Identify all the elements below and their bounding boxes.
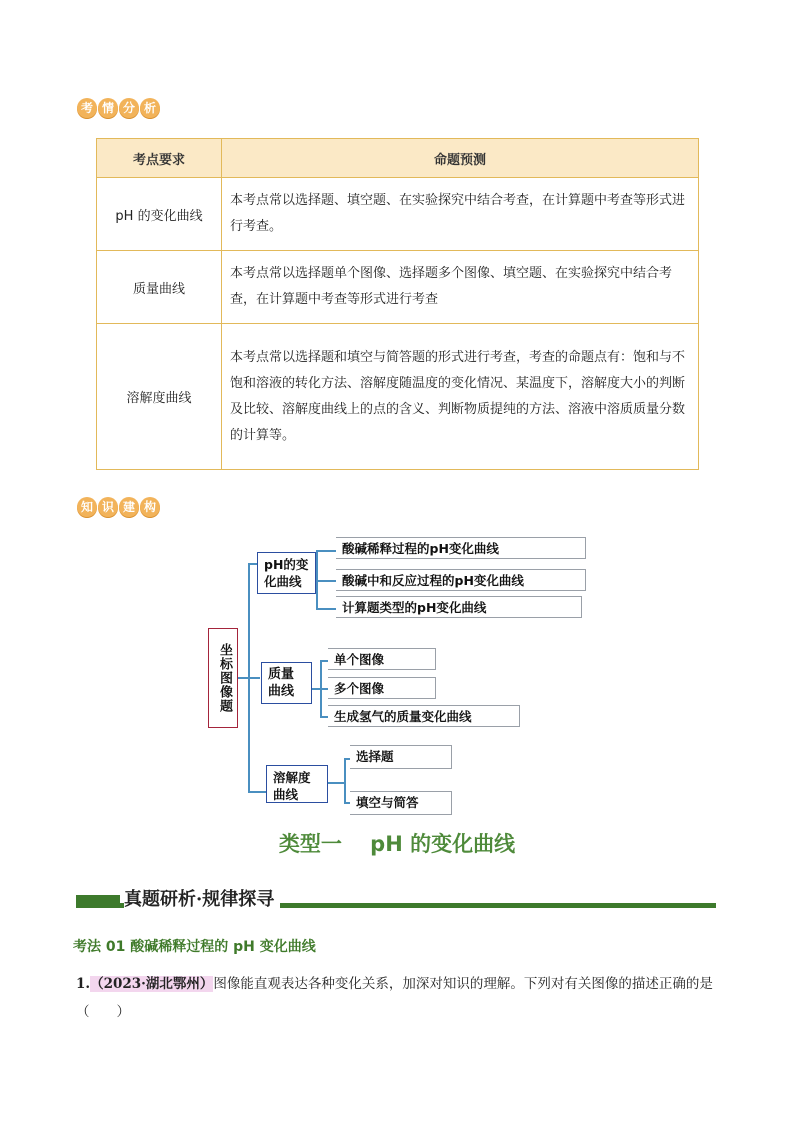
type-title: 类型一 pH 的变化曲线 [278, 832, 516, 856]
badge-char: 建 [119, 497, 139, 517]
connector-line [316, 580, 336, 582]
connector-line [316, 550, 336, 552]
badge-char: 知 [77, 497, 97, 517]
connector-line [248, 563, 257, 565]
mindmap-leaf: 单个图像 [328, 648, 436, 670]
mindmap-branch-mass: 质量曲线 [261, 662, 312, 704]
mindmap-branch-solubility: 溶解度曲线 [266, 765, 328, 803]
connector-line [248, 677, 260, 679]
mindmap-leaf: 多个图像 [328, 677, 436, 699]
table-header: 考点要求 [97, 139, 222, 178]
connector-line [316, 608, 336, 610]
table-row [97, 251, 699, 324]
mindmap-leaf: 计算题类型的pH变化曲线 [336, 596, 582, 618]
table-cell-label: 溶解度曲线 [97, 324, 222, 470]
table-cell-label: pH 的变化曲线 [97, 178, 222, 251]
section-band [76, 885, 716, 913]
mindmap-leaf: 酸碱稀释过程的pH变化曲线 [336, 537, 586, 559]
badge-char: 析 [140, 98, 160, 118]
badge-char: 构 [140, 497, 160, 517]
mindmap-leaf: 生成氢气的质量变化曲线 [328, 705, 520, 727]
mindmap-leaf: 选择题 [350, 745, 452, 769]
badge-char: 分 [119, 98, 139, 118]
mindmap-branch-ph: pH的变化曲线 [257, 552, 316, 594]
question-number: 1. [76, 976, 91, 992]
mindmap-leaf: 酸碱中和反应过程的pH变化曲线 [336, 569, 586, 591]
exam-analysis-table [96, 138, 699, 470]
connector-line [320, 716, 328, 718]
mindmap-root-node: 坐标图像题 [208, 628, 238, 728]
answer-bracket: （ ） [76, 1004, 130, 1020]
table-row [97, 178, 699, 251]
connector-line [344, 758, 346, 804]
section-band-tab [76, 895, 120, 908]
badge-char: 考 [77, 98, 97, 118]
section-badge-knowledge [77, 497, 160, 517]
section-badge-analysis [77, 98, 160, 118]
badge-char: 识 [98, 497, 118, 517]
question-source: （2023·湖北鄂州） [90, 976, 214, 992]
table-cell-text: 本考点常以选择题单个图像、选择题多个图像、填空题、在实验探究中结合考查，在计算题中考查等形式进行考查 [222, 251, 699, 324]
table-cell-text: 本考点常以选择题、填空题、在实验探究中结合考查，在计算题中考查等形式进行考查。 [222, 178, 699, 251]
connector-line [320, 660, 328, 662]
connector-line [248, 791, 266, 793]
table-header-row [97, 139, 699, 178]
badge-char: 情 [98, 98, 118, 118]
connector-line [320, 688, 328, 690]
mindmap-leaf: 填空与简答 [350, 791, 452, 815]
law-title: 考法 01 酸碱稀释过程的 pH 变化曲线 [73, 939, 316, 955]
knowledge-mind-map [200, 530, 600, 820]
question-text: 图像能直观表达各种变化关系，加深对知识的理解。下列对有关图像的描述正确的是 [213, 976, 713, 992]
table-row [97, 324, 699, 470]
question-1 [76, 970, 726, 1026]
table-cell-label: 质量曲线 [97, 251, 222, 324]
section-band-label: 真题研析·规律探寻 [124, 885, 280, 911]
table-cell-text: 本考点常以选择题和填空与简答题的形式进行考查，考查的命题点有：饱和与不饱和溶液的转化方法、溶解度随温度的变化情况、某温度下，溶解度大小的判断及比较、溶解度曲线上的点的含义、判断物质提纯的方法、溶液中溶质质量分数的计算等。 [222, 324, 699, 470]
table-header: 命题预测 [222, 139, 699, 178]
